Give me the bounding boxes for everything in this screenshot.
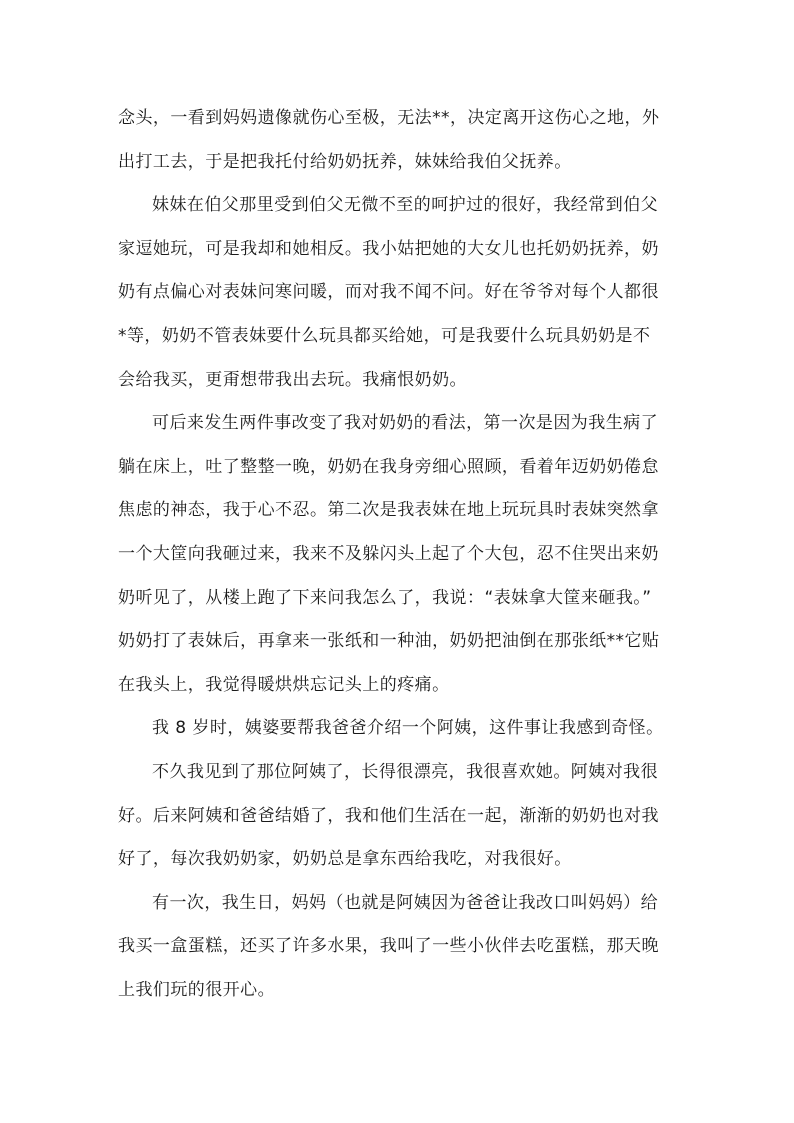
text-line: 焦虑的神态，我于心不忍。第二次是我表妹在地上玩玩具时表妹突然拿 <box>118 500 659 521</box>
text-line: 奶有点偏心对表妹问寒问暖，而对我不闻不问。好在爷爷对每个人都很 <box>118 282 659 303</box>
paragraph-start-line: 可后来发生两件事改变了我对奶奶的看法，第一次是因为我生病了 <box>152 413 659 434</box>
text-line: 躺在床上，吐了整整一晚，奶奶在我身旁细心照顾，看着年迈奶奶倦怠 <box>118 456 659 477</box>
text-line: 奶奶打了表妹后，再拿来一张纸和一种油，奶奶把油倒在那张纸**它贴 <box>118 631 660 652</box>
text-line: 好了，每次我奶奶家，奶奶总是拿东西给我吃，对我很好。 <box>118 849 572 870</box>
text-line: 一个大筐向我砸过来，我来不及躲闪头上起了个大包，忍不住哭出来奶 <box>118 543 659 564</box>
text-line: 会给我买，更甭想带我出去玩。我痛恨奶奶。 <box>118 369 467 390</box>
paragraph-start-line: 有一次，我生日，妈妈（也就是阿姨因为爸爸让我改口叫妈妈）给 <box>152 892 659 913</box>
text-line: *等，奶奶不管表妹要什么玩具都买给她，可是我要什么玩具奶奶是不 <box>118 325 651 346</box>
text-line: 奶听见了，从楼上跑了下来问我怎么了，我说：“表妹拿大筐来砸我。” <box>118 587 652 608</box>
text-line: 家逗她玩，可是我却和她相反。我小姑把她的大女儿也托奶奶抚养，奶 <box>118 238 659 259</box>
text-line: 上我们玩的很开心。 <box>118 979 276 1000</box>
body-text <box>118 97 678 1012</box>
paragraph-start-line: 我 8 岁时，姨婆要帮我爸爸介绍一个阿姨，这件事让我感到奇怪。 <box>152 718 664 739</box>
text-line: 出打工去，于是把我托付给奶奶抚养，妹妹给我伯父抚养。 <box>118 151 572 172</box>
text-line: 好。后来阿姨和爸爸结婚了，我和他们生活在一起，渐渐的奶奶也对我 <box>118 805 659 826</box>
paragraph-start-line: 妹妹在伯父那里受到伯父无微不至的呵护过的很好，我经常到伯父 <box>152 195 659 216</box>
text-line: 念头，一看到妈妈遗像就伤心至极，无法**，决定离开这伤心之地，外 <box>118 108 660 128</box>
text-line: 在我头上，我觉得暖烘烘忘记头上的疼痛。 <box>118 674 450 695</box>
text-line: 我买一盒蛋糕，还买了许多水果，我叫了一些小伙伴去吃蛋糕，那天晚 <box>118 936 659 957</box>
paragraph-start-line: 不久我见到了那位阿姨了，长得很漂亮，我很喜欢她。阿姨对我很 <box>152 761 659 782</box>
